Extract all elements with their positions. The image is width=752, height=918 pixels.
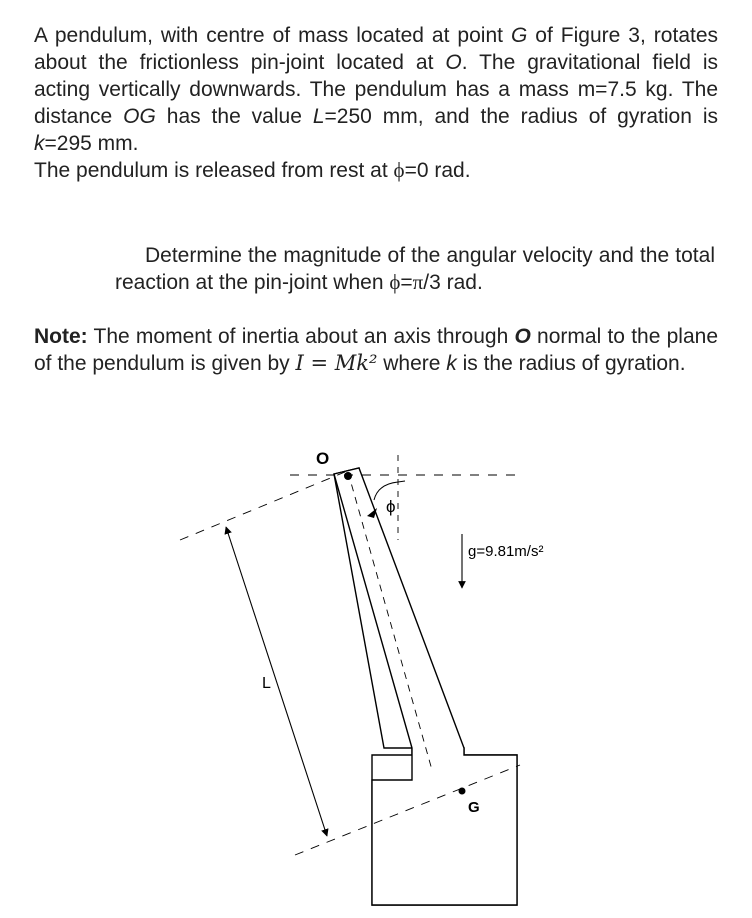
label-G: G bbox=[468, 799, 480, 816]
centre-of-mass-point bbox=[459, 788, 466, 795]
note-label: Note: bbox=[34, 325, 88, 348]
problem-intro: A pendulum, with centre of mass located at point G of Figure 3, rotates about the frictionless pin-joint located at O. The gravitational field is acting vertically downwards. The pendulum has a mass m=7.5 kg. The distance OG has the value L=250 mm, and the radius of gyration is k=295 mm. The pendulum is released from rest at ϕ=0 rad. bbox=[34, 24, 719, 182]
pendulum-figure bbox=[0, 440, 752, 918]
label-phi: ϕ bbox=[386, 497, 396, 516]
dimension-line-top bbox=[180, 472, 345, 540]
length-dimension-arrow bbox=[226, 527, 327, 836]
pivot-point bbox=[344, 472, 352, 480]
label-L: L bbox=[262, 675, 271, 692]
label-gravity: g=9.81m/s² bbox=[468, 543, 544, 560]
inertia-formula: I = Mk² bbox=[295, 351, 378, 375]
pendulum-body-outline bbox=[334, 468, 517, 905]
label-O: O bbox=[316, 449, 330, 468]
note-paragraph: Note: The moment of inertia about an axis through O normal to the plane of the pendulum is given by I = Mk² where k is the radius of gyration. bbox=[34, 325, 718, 375]
task-statement: Determine the magnitude of the angular velocity and the total reaction at the pin-joint when ϕ=π/3 rad. bbox=[115, 244, 715, 294]
